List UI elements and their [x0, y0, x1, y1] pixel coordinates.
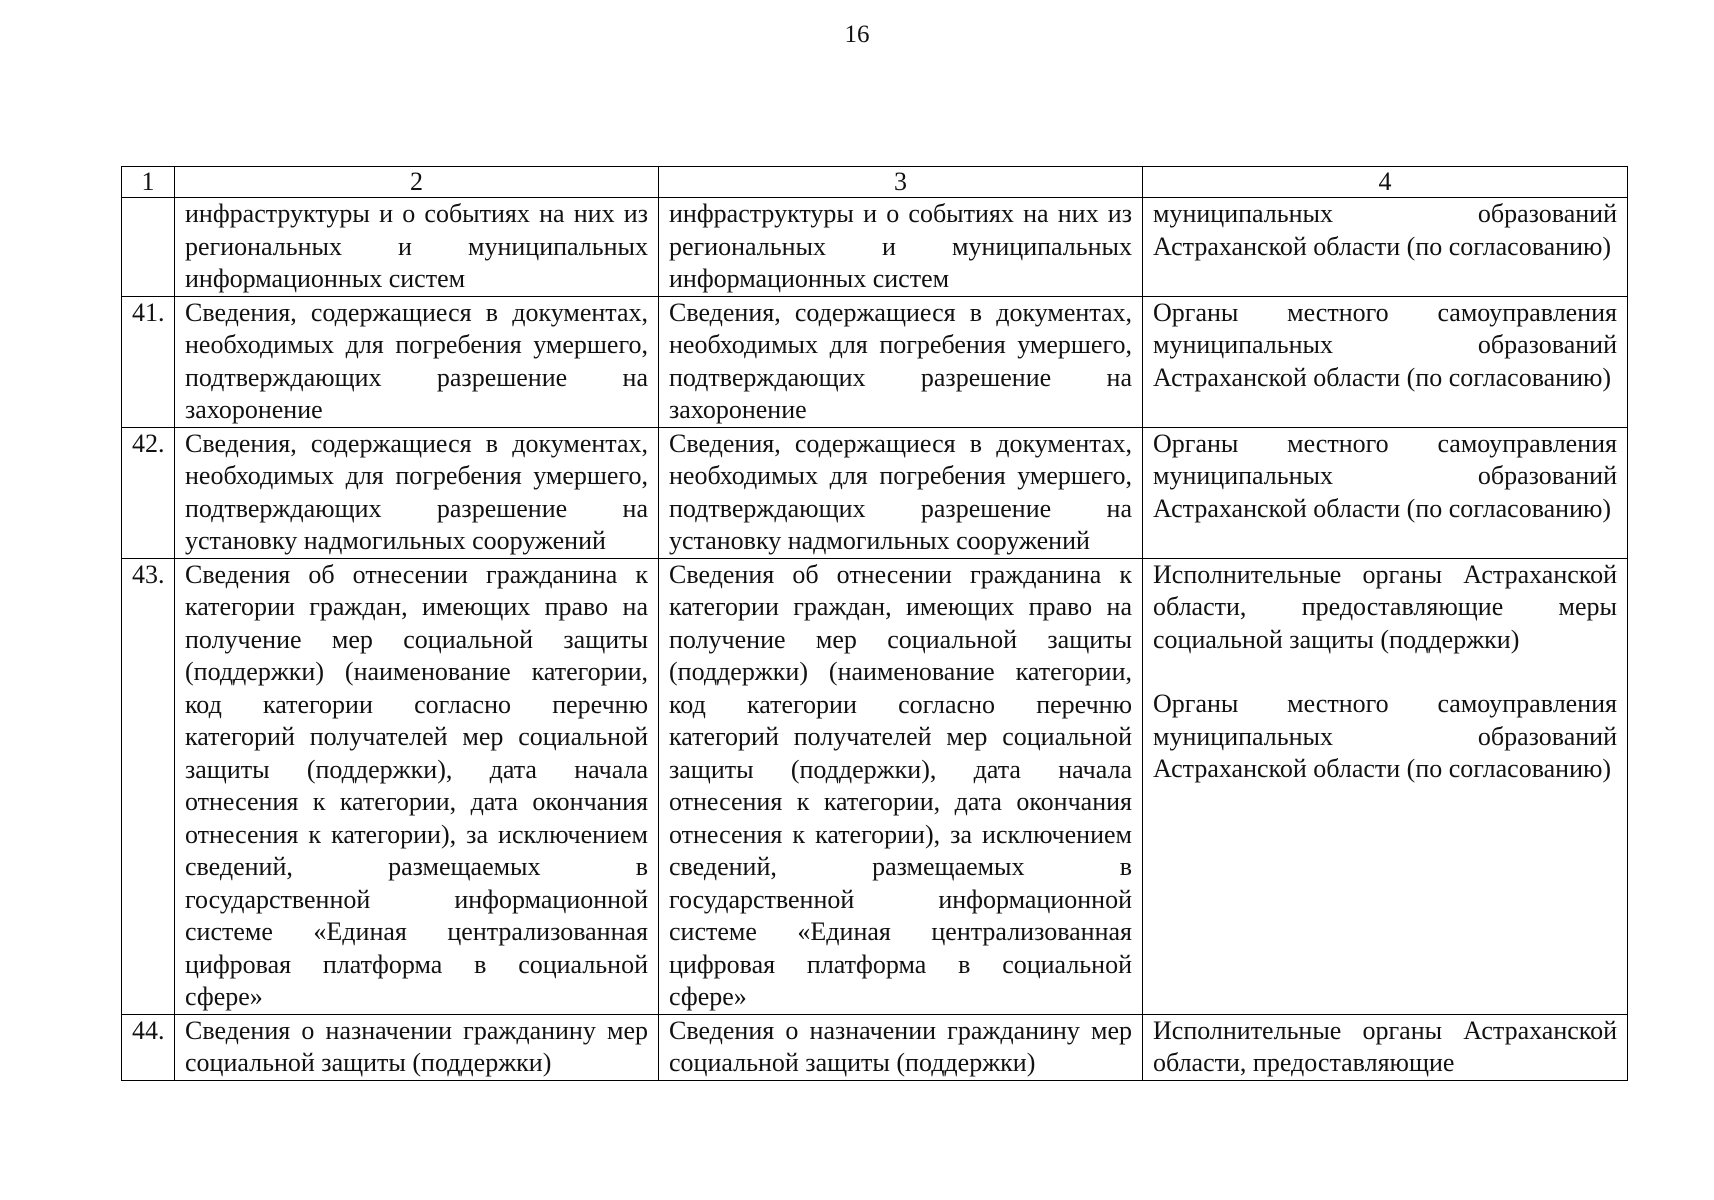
header-col-4: 4 — [1143, 167, 1628, 198]
info-content-cell: Сведения, содержащиеся в документах, необходимых для погребения умершего, подтверждающих разрешение на установку надмогильных сооружений — [659, 427, 1143, 558]
table-body — [122, 198, 1628, 1081]
header-row — [122, 167, 1628, 198]
info-content-cell: инфраструктуры и о событиях на них из региональных и муниципальных информационных систем — [659, 198, 1143, 297]
provider-cell — [1143, 427, 1628, 558]
table-row — [122, 198, 1628, 297]
info-content-cell: Сведения, содержащиеся в документах, необходимых для погребения умершего, подтверждающих разрешение на захоронение — [175, 296, 659, 427]
row-number — [122, 198, 175, 297]
provider-text: Органы местного самоуправления муниципальных образований Астраханской области (по согласованию) — [1153, 689, 1617, 783]
header-col-1: 1 — [122, 167, 175, 198]
table-header — [122, 167, 1628, 198]
row-number: 44. — [122, 1014, 175, 1080]
table-row — [122, 296, 1628, 427]
header-col-2: 2 — [175, 167, 659, 198]
table-row — [122, 1014, 1628, 1080]
provider-text: Органы местного самоуправления муниципальных образований Астраханской области (по согласованию) — [1153, 297, 1617, 392]
info-content-cell: Сведения, содержащиеся в документах, необходимых для погребения умершего, подтверждающих разрешение на захоронение — [659, 296, 1143, 427]
provider-text: Исполнительные органы Астраханской области, предоставляющие меры социальной защиты (поддержки) — [1153, 559, 1617, 654]
info-content-cell: Сведения о назначении гражданину мер социальной защиты (поддержки) — [659, 1014, 1143, 1080]
row-number: 42. — [122, 427, 175, 558]
header-col-3: 3 — [659, 167, 1143, 198]
info-content-cell: Сведения о назначении гражданину мер социальной защиты (поддержки) — [175, 1014, 659, 1080]
table-row — [122, 427, 1628, 558]
provider-cell — [1143, 1014, 1628, 1080]
provider-text: Исполнительные органы Астраханской области, предоставляющие — [1153, 1015, 1617, 1077]
provider-text: муниципальных образований Астраханской области (по согласованию) — [1153, 199, 1617, 261]
info-content-cell: Сведения, содержащиеся в документах, необходимых для погребения умершего, подтверждающих разрешение на установку надмогильных сооружений — [175, 427, 659, 558]
table-row — [122, 558, 1628, 1014]
provider-cell — [1143, 198, 1628, 297]
provider-cell — [1143, 558, 1628, 1014]
provider-text: Органы местного самоуправления муниципальных образований Астраханской области (по согласованию) — [1153, 428, 1617, 523]
row-number: 43. — [122, 558, 175, 1014]
info-content-cell: инфраструктуры и о событиях на них из региональных и муниципальных информационных систем — [175, 198, 659, 297]
provider-cell — [1143, 296, 1628, 427]
document-table — [121, 166, 1628, 1081]
row-number: 41. — [122, 296, 175, 427]
page-number: 16 — [844, 21, 870, 48]
info-content-cell: Сведения об отнесении гражданина к категории граждан, имеющих право на получение мер социальной защиты (поддержки) (наименование категории, код категории согласно перечню категорий получателей мер социальной защиты (поддержки), дата начала отнесения к категории, дата окончания отнесения к категории), за исключением сведений, размещаемых в государственной информационной системе «Единая централизованная цифровая платформа в социальной сфере» — [659, 558, 1143, 1014]
info-content-cell: Сведения об отнесении гражданина к категории граждан, имеющих право на получение мер социальной защиты (поддержки) (наименование категории, код категории согласно перечню категорий получателей мер социальной защиты (поддержки), дата начала отнесения к категории, дата окончания отнесения к категории), за исключением сведений, размещаемых в государственной информационной системе «Единая централизованная цифровая платформа в социальной сфере» — [175, 558, 659, 1014]
